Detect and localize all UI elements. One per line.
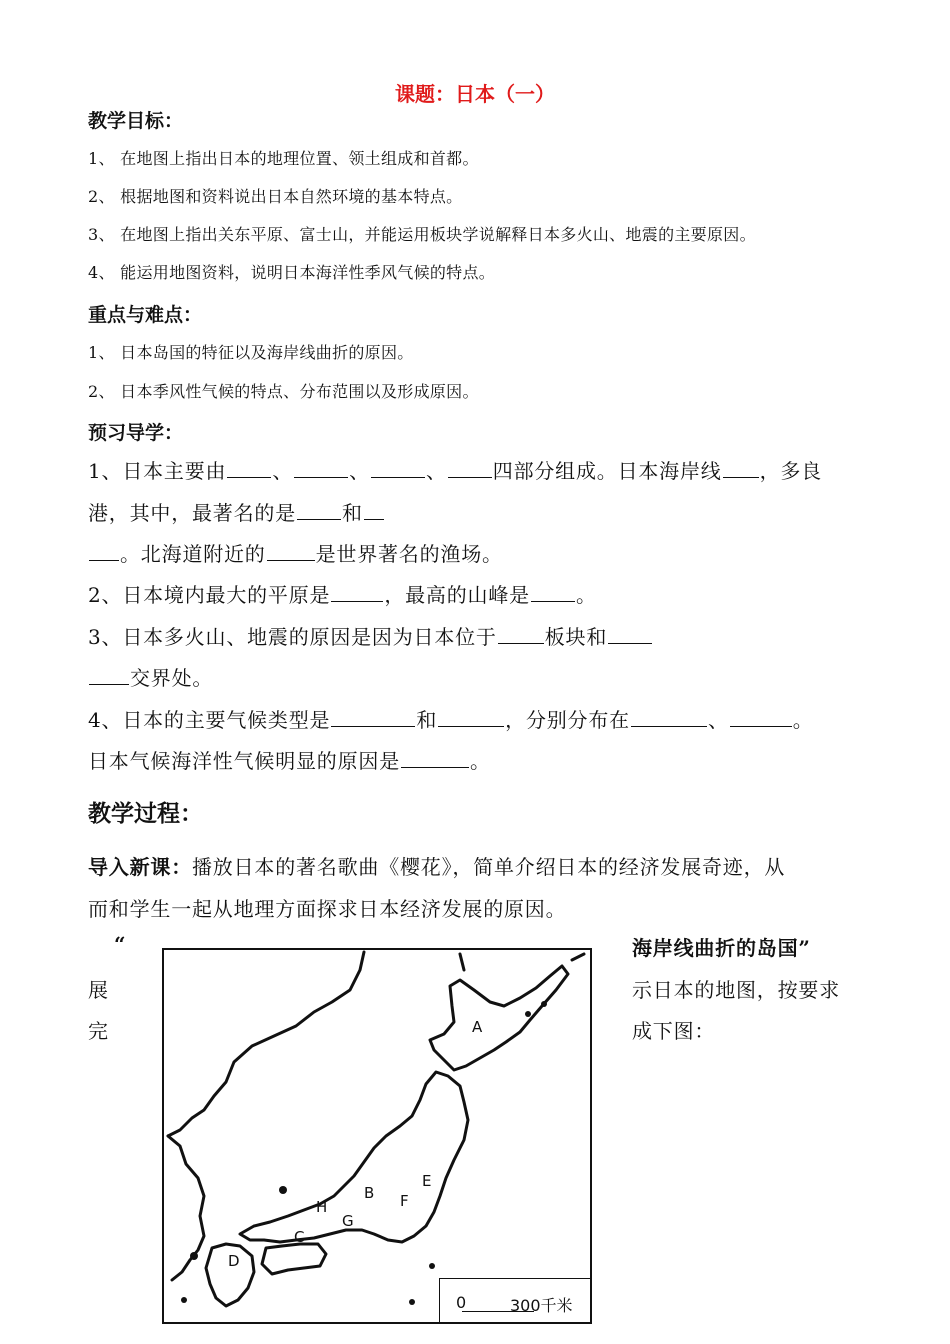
kuril-islands — [572, 954, 584, 960]
answer-blank[interactable] — [401, 749, 469, 768]
shikoku-outline — [262, 1244, 326, 1274]
sakhalin-coast — [460, 954, 464, 970]
preview-q4-line2: 日本气候海洋性气候明显的原因是 。 — [88, 749, 491, 773]
goal-item: 2、 根据地图和资料说出日本自然环境的基本特点。 — [88, 187, 463, 206]
intro-line2: 而和学生一起从地理方面探求日本经济发展的原因。 — [88, 897, 567, 921]
map-labels — [228, 1018, 483, 1270]
answer-blank[interactable] — [331, 708, 415, 727]
answer-blank[interactable] — [267, 542, 315, 561]
preview-q3-line1: 3、日本多火山、地震的原因是因为日本位于 板块和 — [88, 621, 653, 650]
answer-blank[interactable] — [89, 666, 129, 685]
process-heading: 教学过程： — [88, 800, 203, 827]
right-line2: 成下图： — [632, 1019, 716, 1043]
left-char: 展 — [88, 978, 109, 1002]
answer-blank[interactable] — [730, 708, 792, 727]
answer-blank[interactable] — [448, 459, 492, 478]
answer-blank[interactable] — [723, 459, 759, 478]
goal-item: 1、 在地图上指出日本的地理位置、领土组成和首都。 — [88, 149, 479, 168]
answer-blank[interactable] — [438, 708, 504, 727]
preview-q3-line2: 交界处。 — [88, 662, 213, 691]
answer-blank[interactable] — [608, 625, 652, 644]
key-points-heading: 重点与难点： — [88, 304, 203, 326]
preview-heading: 预习导学： — [88, 422, 184, 444]
map-label-h: H — [316, 1198, 328, 1216]
quote-open: “ — [114, 932, 127, 956]
preview-q1-line1: 1、日本主要由 、 、 、 四部分组成。日本海岸线 ，多良 — [88, 459, 822, 483]
answer-blank[interactable] — [294, 459, 348, 478]
section-title: 海岸线曲折的岛国” — [632, 936, 811, 960]
scale-text: 300千米 — [510, 1296, 573, 1315]
map-label-a: A — [472, 1018, 483, 1036]
key-point-item: 2、 日本季风性气候的特点、分布范围以及形成原因。 — [88, 382, 479, 401]
preview-q4-line1: 4、日本的主要气候类型是 和 ，分别分布在 、 。 — [88, 708, 814, 732]
answer-blank[interactable] — [631, 708, 707, 727]
honshu-outline — [240, 1072, 468, 1242]
answer-blank[interactable] — [531, 583, 575, 602]
answer-blank[interactable] — [89, 542, 119, 561]
answer-blank[interactable] — [364, 501, 384, 520]
answer-blank[interactable] — [331, 583, 383, 602]
map-label-c: C — [294, 1228, 305, 1246]
intro-line1: 导入新课：播放日本的著名歌曲《樱花》，简单介绍日本的经济发展奇迹，从 — [88, 855, 786, 879]
map-drawing — [164, 950, 590, 1322]
preview-q1-line2: 港，其中，最著名的是 和 — [88, 497, 385, 526]
answer-blank[interactable] — [297, 501, 341, 520]
goal-item: 3、 在地图上指出关东平原、富士山，并能运用板块学说解释日本多火山、地震的主要原因。 — [88, 225, 756, 244]
answer-blank[interactable] — [227, 459, 271, 478]
page-title: 课题：日本（一） — [395, 82, 555, 106]
scale-box — [439, 1278, 592, 1323]
japan-outline-map — [162, 948, 592, 1324]
preview-q2: 2、日本境内最大的平原是 ，最高的山峰是 。 — [88, 583, 597, 607]
answer-blank[interactable] — [498, 625, 544, 644]
map-label-g: G — [342, 1212, 354, 1230]
map-label-f: F — [400, 1192, 409, 1210]
left-char: 完 — [88, 1019, 109, 1043]
right-line1: 示日本的地图，按要求 — [632, 978, 840, 1002]
scale-zero: 0 — [456, 1293, 467, 1312]
answer-blank[interactable] — [371, 459, 425, 478]
preview-q1-line3: 。北海道附近的 是世界著名的渔场。 — [88, 538, 503, 567]
hokkaido-outline — [430, 966, 568, 1070]
korea-coastline — [168, 1136, 204, 1280]
goals-heading: 教学目标： — [88, 110, 184, 132]
map-label-e: E — [422, 1172, 432, 1190]
mainland-coastline — [168, 952, 364, 1136]
goal-item: 4、 能运用地图资料，说明日本海洋性季风气候的特点。 — [88, 263, 496, 282]
map-label-b: B — [364, 1184, 375, 1202]
key-point-item: 1、 日本岛国的特征以及海岸线曲折的原因。 — [88, 343, 414, 362]
map-label-d: D — [228, 1252, 240, 1270]
